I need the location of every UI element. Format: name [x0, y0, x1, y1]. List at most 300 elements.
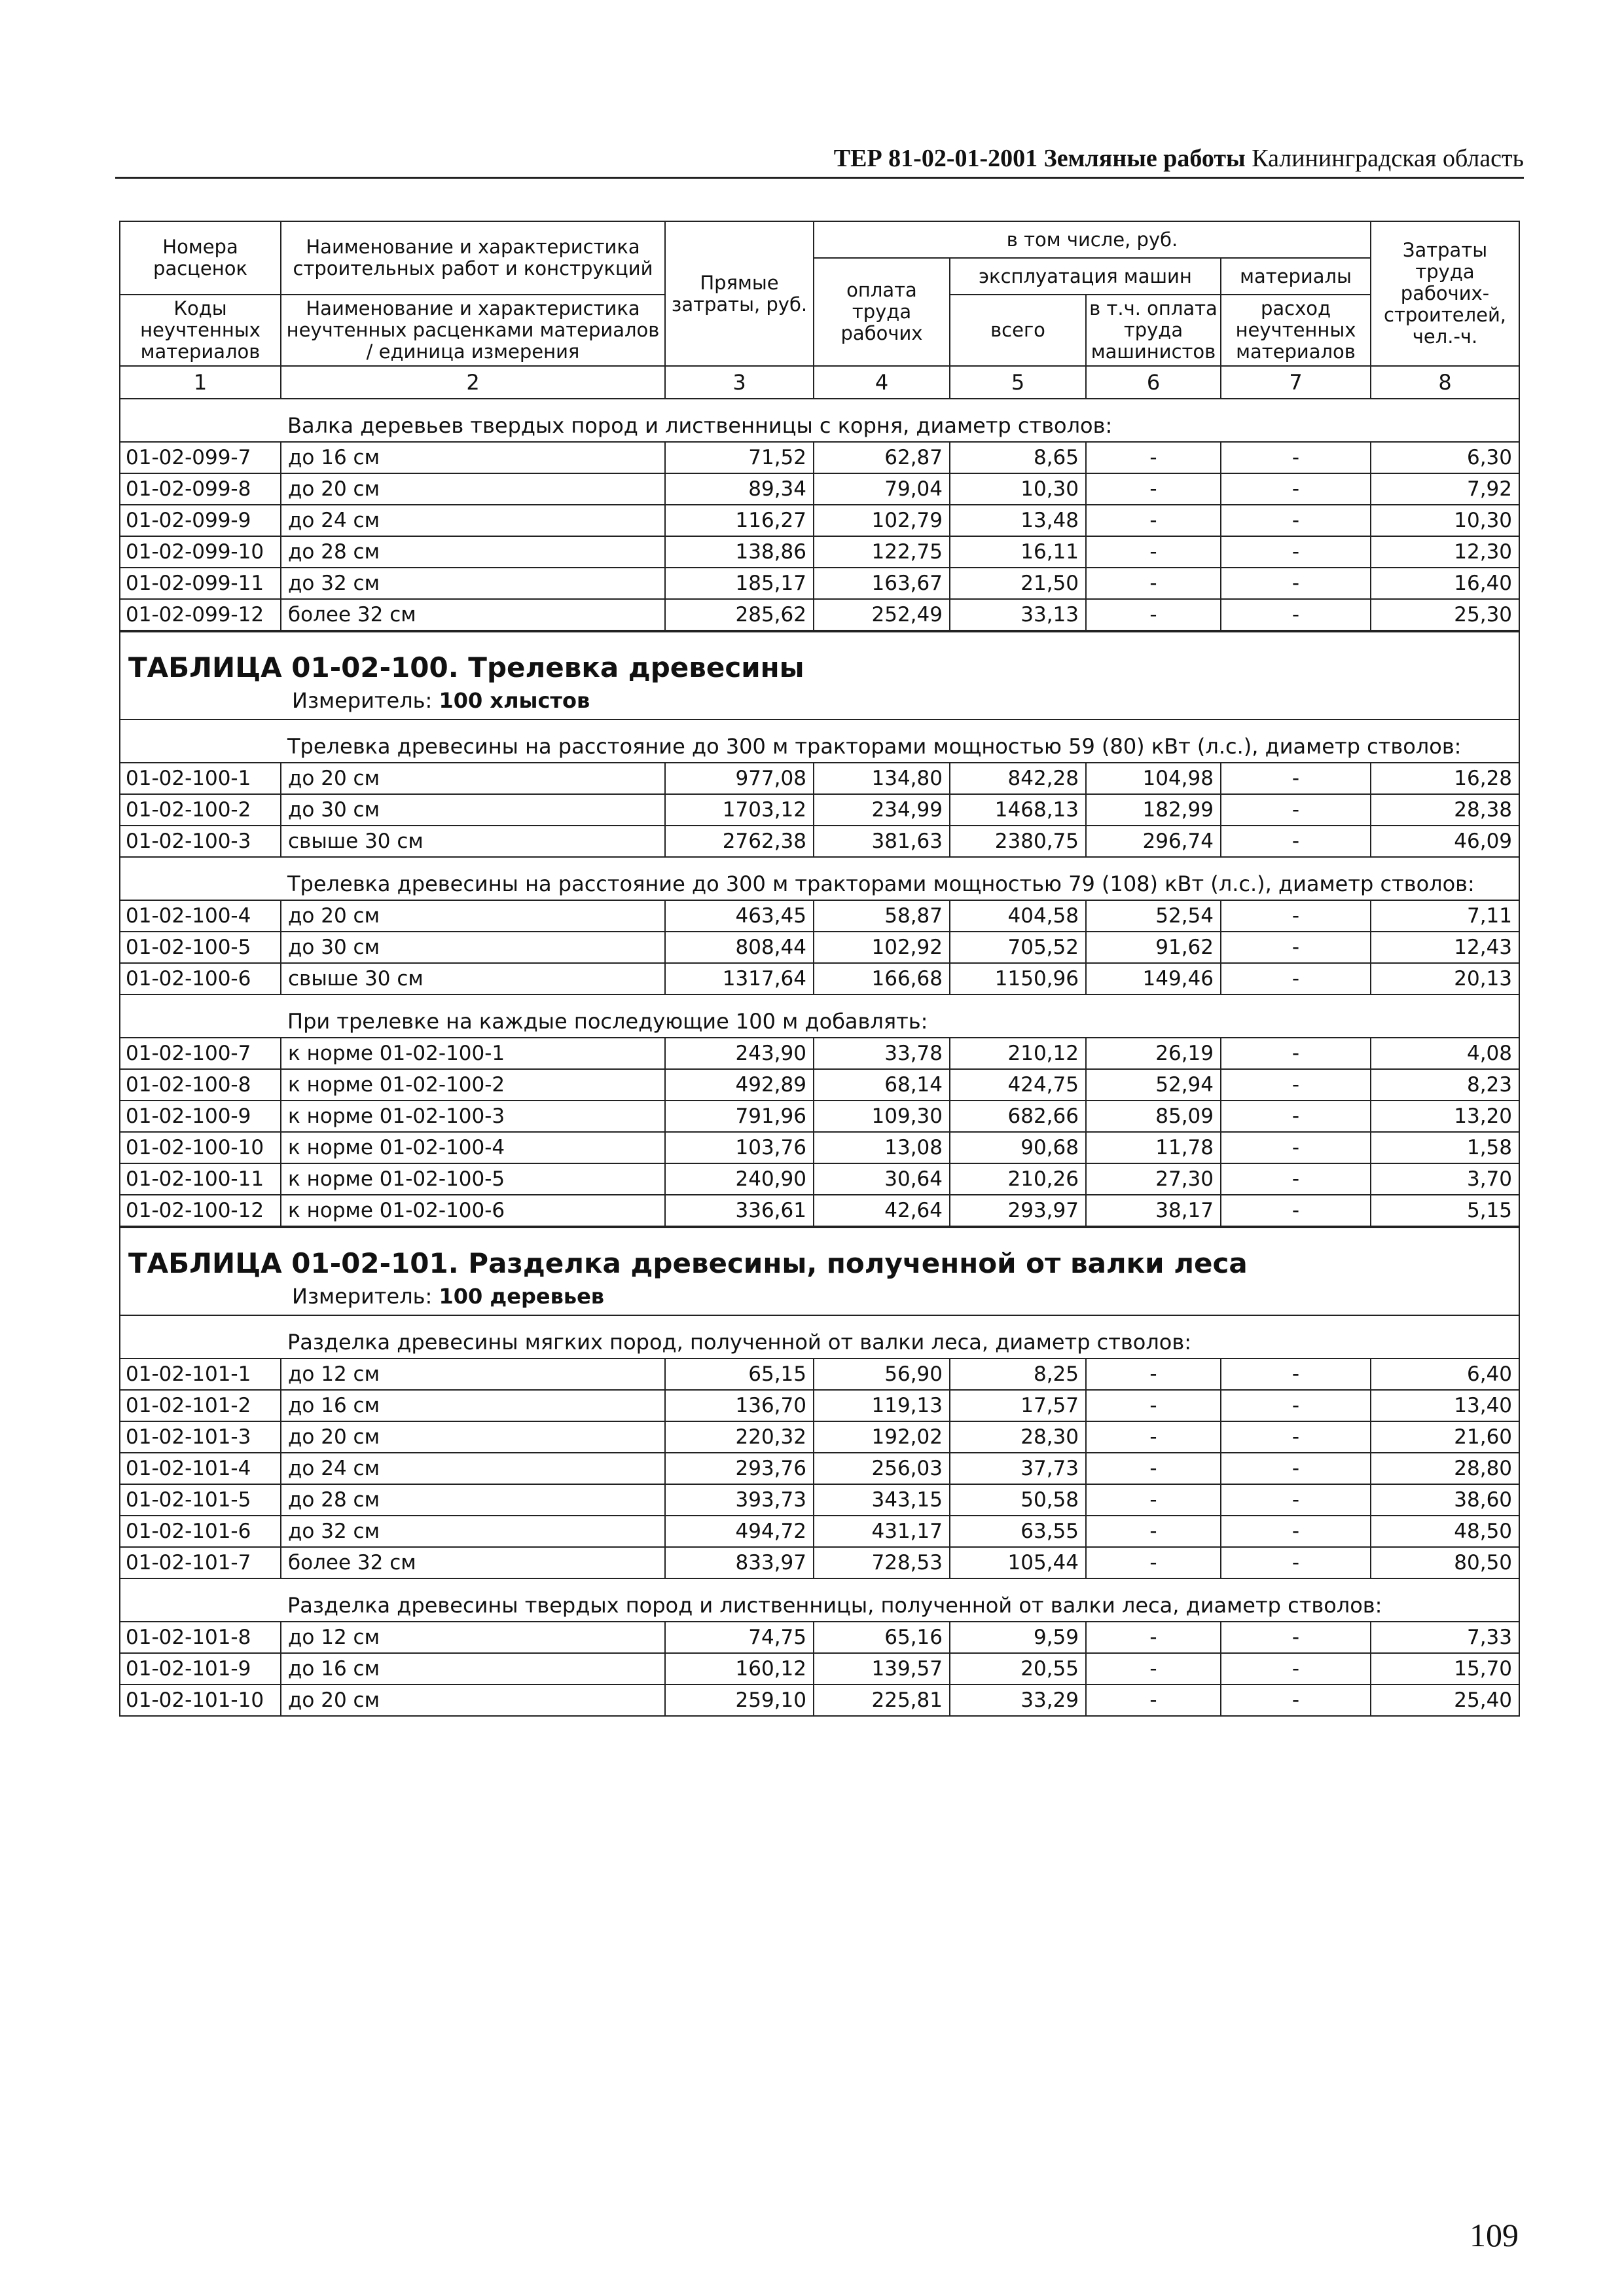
materials-use: -: [1221, 442, 1371, 473]
rate-code: 01-02-099-11: [120, 568, 281, 599]
work-name: до 32 см: [281, 568, 665, 599]
machines-total: 28,30: [950, 1421, 1086, 1453]
rate-code: 01-02-101-2: [120, 1390, 281, 1421]
table-row: [120, 1622, 1519, 1653]
materials-use: -: [1221, 932, 1371, 963]
labor-hours: 46,09: [1371, 826, 1519, 857]
materials-use: -: [1221, 763, 1371, 794]
table-row: [120, 794, 1519, 826]
labor-hours: 13,20: [1371, 1101, 1519, 1132]
direct-costs: 259,10: [665, 1685, 814, 1716]
labor-hours: 7,11: [1371, 900, 1519, 932]
direct-costs: 89,34: [665, 473, 814, 505]
group-description: При трелевке на каждые последующие 100 м добавлять:: [281, 994, 1519, 1038]
section-title: ТАБЛИЦА 01-02-101. Разделка древесины, полученной от валки леса: [128, 1247, 1248, 1279]
table-row: [120, 1132, 1519, 1163]
machines-total: 63,55: [950, 1516, 1086, 1547]
machinist-pay: -: [1086, 1421, 1221, 1453]
work-name: до 20 см: [281, 1421, 665, 1453]
labor-pay: 343,15: [814, 1484, 950, 1516]
direct-costs: 1317,64: [665, 963, 814, 994]
group-description: Трелевка древесины на расстояние до 300 м тракторами мощностью 59 (80) кВт (л.с.), диаметр стволов:: [281, 720, 1519, 763]
direct-costs: 336,61: [665, 1195, 814, 1227]
work-name: до 28 см: [281, 1484, 665, 1516]
work-name: до 12 см: [281, 1358, 665, 1390]
work-name: к норме 01-02-100-6: [281, 1195, 665, 1227]
machines-total: 13,48: [950, 505, 1086, 536]
labor-pay: 119,13: [814, 1390, 950, 1421]
materials-use: -: [1221, 1132, 1371, 1163]
machines-total: 21,50: [950, 568, 1086, 599]
group-description-row: [120, 720, 1519, 763]
machinist-pay: -: [1086, 1516, 1221, 1547]
machines-total: 9,59: [950, 1622, 1086, 1653]
machinist-pay: 104,98: [1086, 763, 1221, 794]
page-number: 109: [1470, 2217, 1519, 2253]
work-name: более 32 см: [281, 599, 665, 631]
table-row: [120, 932, 1519, 963]
machinist-pay: 26,19: [1086, 1038, 1221, 1069]
work-name: до 20 см: [281, 763, 665, 794]
labor-pay: 163,67: [814, 568, 950, 599]
work-name: до 20 см: [281, 473, 665, 505]
rate-code: 01-02-099-8: [120, 473, 281, 505]
materials-use: -: [1221, 568, 1371, 599]
labor-hours: 13,40: [1371, 1390, 1519, 1421]
labor-hours: 7,92: [1371, 473, 1519, 505]
rate-code: 01-02-101-4: [120, 1453, 281, 1484]
blank-cell: [120, 1315, 281, 1358]
labor-hours: 21,60: [1371, 1421, 1519, 1453]
rate-code: 01-02-100-11: [120, 1163, 281, 1195]
section-header: [120, 1227, 1519, 1315]
work-name: к норме 01-02-100-1: [281, 1038, 665, 1069]
materials-use: -: [1221, 1390, 1371, 1421]
direct-costs: 977,08: [665, 763, 814, 794]
group-description: Валка деревьев твердых пород и лиственницы с корня, диаметр стволов:: [281, 399, 1519, 442]
section-header: [120, 631, 1519, 720]
meter-label: Измеритель:: [292, 1284, 433, 1309]
rate-code: 01-02-099-9: [120, 505, 281, 536]
col-machines: эксплуатация машин: [950, 258, 1221, 295]
labor-pay: 381,63: [814, 826, 950, 857]
materials-use: -: [1221, 1069, 1371, 1101]
blank-cell: [120, 857, 281, 900]
machines-total: 293,97: [950, 1195, 1086, 1227]
machinist-pay: 85,09: [1086, 1101, 1221, 1132]
table-row: [120, 1390, 1519, 1421]
table-row: [120, 568, 1519, 599]
labor-pay: 33,78: [814, 1038, 950, 1069]
labor-hours: 16,28: [1371, 763, 1519, 794]
labor-pay: 79,04: [814, 473, 950, 505]
labor-hours: 7,33: [1371, 1622, 1519, 1653]
direct-costs: 1703,12: [665, 794, 814, 826]
work-name: к норме 01-02-100-4: [281, 1132, 665, 1163]
rate-code: 01-02-101-7: [120, 1547, 281, 1578]
direct-costs: 103,76: [665, 1132, 814, 1163]
direct-costs: 494,72: [665, 1516, 814, 1547]
rate-code: 01-02-100-6: [120, 963, 281, 994]
work-name: свыше 30 см: [281, 963, 665, 994]
direct-costs: 71,52: [665, 442, 814, 473]
machines-total: 1468,13: [950, 794, 1086, 826]
materials-use: -: [1221, 536, 1371, 568]
labor-pay: 58,87: [814, 900, 950, 932]
labor-pay: 256,03: [814, 1453, 950, 1484]
materials-use: -: [1221, 794, 1371, 826]
rate-code: 01-02-100-1: [120, 763, 281, 794]
machinist-pay: -: [1086, 1484, 1221, 1516]
direct-costs: 185,17: [665, 568, 814, 599]
materials-use: -: [1221, 1358, 1371, 1390]
machines-total: 424,75: [950, 1069, 1086, 1101]
machines-total: 10,30: [950, 473, 1086, 505]
machinist-pay: -: [1086, 599, 1221, 631]
work-name: до 24 см: [281, 505, 665, 536]
labor-hours: 4,08: [1371, 1038, 1519, 1069]
machines-total: 210,12: [950, 1038, 1086, 1069]
machinist-pay: 182,99: [1086, 794, 1221, 826]
labor-hours: 28,80: [1371, 1453, 1519, 1484]
machinist-pay: 11,78: [1086, 1132, 1221, 1163]
group-description-row: [120, 994, 1519, 1038]
labor-hours: 28,38: [1371, 794, 1519, 826]
table-row: [120, 1163, 1519, 1195]
materials-use: -: [1221, 1163, 1371, 1195]
col-labor-cost: Затраты труда рабочих-строителей, чел.-ч.: [1371, 221, 1519, 366]
col-labor-pay: оплата труда рабочих: [814, 258, 950, 366]
table-row: [120, 1484, 1519, 1516]
rate-code: 01-02-101-6: [120, 1516, 281, 1547]
column-number: 3: [665, 366, 814, 399]
machines-total: 105,44: [950, 1547, 1086, 1578]
direct-costs: 116,27: [665, 505, 814, 536]
labor-pay: 62,87: [814, 442, 950, 473]
labor-pay: 102,79: [814, 505, 950, 536]
labor-hours: 25,40: [1371, 1685, 1519, 1716]
work-name: до 32 см: [281, 1516, 665, 1547]
work-name: до 16 см: [281, 442, 665, 473]
labor-hours: 3,70: [1371, 1163, 1519, 1195]
rate-code: 01-02-101-9: [120, 1653, 281, 1685]
rate-code: 01-02-100-10: [120, 1132, 281, 1163]
machines-total: 20,55: [950, 1653, 1086, 1685]
labor-pay: 109,30: [814, 1101, 950, 1132]
machinist-pay: 52,94: [1086, 1069, 1221, 1101]
table-row: [120, 505, 1519, 536]
work-name: до 24 см: [281, 1453, 665, 1484]
work-name: более 32 см: [281, 1547, 665, 1578]
document-title: Земляные работы: [1043, 145, 1246, 172]
work-name: к норме 01-02-100-3: [281, 1101, 665, 1132]
direct-costs: 808,44: [665, 932, 814, 963]
labor-hours: 16,40: [1371, 568, 1519, 599]
machines-total: 8,25: [950, 1358, 1086, 1390]
group-description-row: [120, 399, 1519, 442]
materials-use: -: [1221, 963, 1371, 994]
rate-code: 01-02-100-12: [120, 1195, 281, 1227]
table-row: [120, 826, 1519, 857]
labor-hours: 38,60: [1371, 1484, 1519, 1516]
materials-use: -: [1221, 1622, 1371, 1653]
blank-cell: [120, 994, 281, 1038]
column-number: 1: [120, 366, 281, 399]
rate-code: 01-02-100-9: [120, 1101, 281, 1132]
rate-code: 01-02-100-5: [120, 932, 281, 963]
norms-table: [119, 221, 1520, 1717]
rate-code: 01-02-099-7: [120, 442, 281, 473]
rate-code: 01-02-101-8: [120, 1622, 281, 1653]
direct-costs: 791,96: [665, 1101, 814, 1132]
table-row: [120, 1101, 1519, 1132]
machines-total: 1150,96: [950, 963, 1086, 994]
col-materials-use: расход неучтенных материалов: [1221, 295, 1371, 366]
table-row: [120, 1038, 1519, 1069]
work-name: к норме 01-02-100-2: [281, 1069, 665, 1101]
table-row: [120, 473, 1519, 505]
group-description: Трелевка древесины на расстояние до 300 м тракторами мощностью 79 (108) кВт (л.с.), диаметр стволов:: [281, 857, 1519, 900]
direct-costs: 293,76: [665, 1453, 814, 1484]
direct-costs: 2762,38: [665, 826, 814, 857]
direct-costs: 833,97: [665, 1547, 814, 1578]
column-number: 7: [1221, 366, 1371, 399]
labor-hours: 10,30: [1371, 505, 1519, 536]
header-rule: [115, 177, 1524, 179]
table-row: [120, 900, 1519, 932]
materials-use: -: [1221, 1685, 1371, 1716]
machinist-pay: -: [1086, 536, 1221, 568]
machinist-pay: -: [1086, 1653, 1221, 1685]
direct-costs: 285,62: [665, 599, 814, 631]
labor-pay: 225,81: [814, 1685, 950, 1716]
column-number: 6: [1086, 366, 1221, 399]
machinist-pay: -: [1086, 1358, 1221, 1390]
machinist-pay: 91,62: [1086, 932, 1221, 963]
labor-hours: 25,30: [1371, 599, 1519, 631]
direct-costs: 138,86: [665, 536, 814, 568]
direct-costs: 220,32: [665, 1421, 814, 1453]
materials-use: -: [1221, 473, 1371, 505]
direct-costs: 65,15: [665, 1358, 814, 1390]
machinist-pay: 149,46: [1086, 963, 1221, 994]
materials-use: -: [1221, 1516, 1371, 1547]
machinist-pay: -: [1086, 1622, 1221, 1653]
machines-total: 705,52: [950, 932, 1086, 963]
materials-use: -: [1221, 900, 1371, 932]
direct-costs: 492,89: [665, 1069, 814, 1101]
labor-pay: 166,68: [814, 963, 950, 994]
machinist-pay: -: [1086, 1453, 1221, 1484]
work-name: до 16 см: [281, 1390, 665, 1421]
machinist-pay: 52,54: [1086, 900, 1221, 932]
machinist-pay: -: [1086, 1390, 1221, 1421]
direct-costs: 463,45: [665, 900, 814, 932]
header-row-1: [120, 221, 1519, 258]
machines-total: 37,73: [950, 1453, 1086, 1484]
materials-use: -: [1221, 505, 1371, 536]
labor-hours: 5,15: [1371, 1195, 1519, 1227]
machines-total: 2380,75: [950, 826, 1086, 857]
labor-hours: 80,50: [1371, 1547, 1519, 1578]
meter-label: Измеритель:: [292, 688, 433, 713]
rate-code: 01-02-100-7: [120, 1038, 281, 1069]
materials-use: -: [1221, 1484, 1371, 1516]
table-row: [120, 1547, 1519, 1578]
section-header-row: [120, 1227, 1519, 1315]
group-description: Разделка древесины твердых пород и лиственницы, полученной от валки леса, диаметр стволов:: [281, 1578, 1519, 1622]
rate-code: 01-02-100-2: [120, 794, 281, 826]
machines-total: 33,29: [950, 1685, 1086, 1716]
work-name: до 30 см: [281, 794, 665, 826]
group-description-row: [120, 1578, 1519, 1622]
materials-use: -: [1221, 1453, 1371, 1484]
rate-code: 01-02-101-1: [120, 1358, 281, 1390]
materials-use: -: [1221, 1038, 1371, 1069]
work-name: свыше 30 см: [281, 826, 665, 857]
machines-total: 17,57: [950, 1390, 1086, 1421]
section-header-row: [120, 631, 1519, 720]
labor-hours: 12,30: [1371, 536, 1519, 568]
section-meter: [292, 1282, 1511, 1311]
machines-total: 33,13: [950, 599, 1086, 631]
rate-code: 01-02-101-3: [120, 1421, 281, 1453]
col-including: в том числе, руб.: [814, 221, 1371, 258]
labor-pay: 13,08: [814, 1132, 950, 1163]
direct-costs: 136,70: [665, 1390, 814, 1421]
group-description-row: [120, 857, 1519, 900]
column-number-row: [120, 366, 1519, 399]
machines-total: 50,58: [950, 1484, 1086, 1516]
machines-total: 16,11: [950, 536, 1086, 568]
column-number: 2: [281, 366, 665, 399]
labor-pay: 192,02: [814, 1421, 950, 1453]
table-row: [120, 763, 1519, 794]
table-row: [120, 599, 1519, 631]
table-row: [120, 1421, 1519, 1453]
table-row: [120, 536, 1519, 568]
machinist-pay: 27,30: [1086, 1163, 1221, 1195]
table-row: [120, 963, 1519, 994]
rate-code: 01-02-099-10: [120, 536, 281, 568]
work-name: до 20 см: [281, 900, 665, 932]
machines-total: 842,28: [950, 763, 1086, 794]
labor-hours: 1,58: [1371, 1132, 1519, 1163]
column-number: 8: [1371, 366, 1519, 399]
blank-cell: [120, 399, 281, 442]
rate-code: 01-02-100-8: [120, 1069, 281, 1101]
materials-use: -: [1221, 1653, 1371, 1685]
work-name: до 20 см: [281, 1685, 665, 1716]
labor-pay: 122,75: [814, 536, 950, 568]
machinist-pay: -: [1086, 473, 1221, 505]
rate-code: 01-02-099-12: [120, 599, 281, 631]
machines-total: 8,65: [950, 442, 1086, 473]
labor-pay: 56,90: [814, 1358, 950, 1390]
section-title: ТАБЛИЦА 01-02-100. Трелевка древесины: [128, 651, 804, 683]
machines-total: 404,58: [950, 900, 1086, 932]
machinist-pay: 296,74: [1086, 826, 1221, 857]
table-row: [120, 1069, 1519, 1101]
machinist-pay: -: [1086, 1547, 1221, 1578]
work-name: к норме 01-02-100-5: [281, 1163, 665, 1195]
table-row: [120, 1653, 1519, 1685]
document-code: ТЕР 81-02-01-2001: [833, 145, 1038, 172]
blank-cell: [120, 1578, 281, 1622]
work-name: до 12 см: [281, 1622, 665, 1653]
machinist-pay: 38,17: [1086, 1195, 1221, 1227]
labor-hours: 6,30: [1371, 442, 1519, 473]
blank-cell: [120, 720, 281, 763]
direct-costs: 240,90: [665, 1163, 814, 1195]
col-machinist-pay: в т.ч. оплата труда машинистов: [1086, 295, 1221, 366]
machines-total: 90,68: [950, 1132, 1086, 1163]
col-machines-total: всего: [950, 295, 1086, 366]
group-description: Разделка древесины мягких пород, полученной от валки леса, диаметр стволов:: [281, 1315, 1519, 1358]
col-materials: материалы: [1221, 258, 1371, 295]
col-codes-bottom: Коды неучтенных материалов: [120, 295, 281, 366]
machinist-pay: -: [1086, 1685, 1221, 1716]
work-name: до 16 см: [281, 1653, 665, 1685]
labor-pay: 728,53: [814, 1547, 950, 1578]
col-name-top: Наименование и характеристика строительных работ и конструкций: [281, 221, 665, 295]
labor-pay: 42,64: [814, 1195, 950, 1227]
table-row: [120, 1685, 1519, 1716]
labor-pay: 102,92: [814, 932, 950, 963]
table-row: [120, 1195, 1519, 1227]
machines-total: 682,66: [950, 1101, 1086, 1132]
labor-pay: 139,57: [814, 1653, 950, 1685]
table-row: [120, 442, 1519, 473]
document-region: Калининградская область: [1252, 145, 1524, 172]
labor-hours: 15,70: [1371, 1653, 1519, 1685]
machinist-pay: -: [1086, 568, 1221, 599]
table-row: [120, 1453, 1519, 1484]
labor-hours: 20,13: [1371, 963, 1519, 994]
col-direct-costs: Прямые затраты, руб.: [665, 221, 814, 366]
meter-value: 100 деревьев: [439, 1284, 605, 1309]
work-name: до 28 см: [281, 536, 665, 568]
work-name: до 30 см: [281, 932, 665, 963]
materials-use: -: [1221, 1101, 1371, 1132]
rate-code: 01-02-101-5: [120, 1484, 281, 1516]
machines-total: 210,26: [950, 1163, 1086, 1195]
section-meter: [292, 686, 1511, 715]
column-number: 5: [950, 366, 1086, 399]
materials-use: -: [1221, 1421, 1371, 1453]
labor-hours: 6,40: [1371, 1358, 1519, 1390]
labor-hours: 48,50: [1371, 1516, 1519, 1547]
labor-pay: 234,99: [814, 794, 950, 826]
materials-use: -: [1221, 599, 1371, 631]
materials-use: -: [1221, 1547, 1371, 1578]
machinist-pay: -: [1086, 505, 1221, 536]
col-codes-top: Номера расценок: [120, 221, 281, 295]
rate-code: 01-02-101-10: [120, 1685, 281, 1716]
column-number: 4: [814, 366, 950, 399]
rate-code: 01-02-100-3: [120, 826, 281, 857]
labor-hours: 12,43: [1371, 932, 1519, 963]
table-row: [120, 1516, 1519, 1547]
machinist-pay: -: [1086, 442, 1221, 473]
meter-value: 100 хлыстов: [439, 688, 590, 713]
group-description-row: [120, 1315, 1519, 1358]
rate-code: 01-02-100-4: [120, 900, 281, 932]
direct-costs: 74,75: [665, 1622, 814, 1653]
col-name-bottom: Наименование и характеристика неучтенных расценками материалов / единица измерения: [281, 295, 665, 366]
materials-use: -: [1221, 1195, 1371, 1227]
labor-pay: 134,80: [814, 763, 950, 794]
